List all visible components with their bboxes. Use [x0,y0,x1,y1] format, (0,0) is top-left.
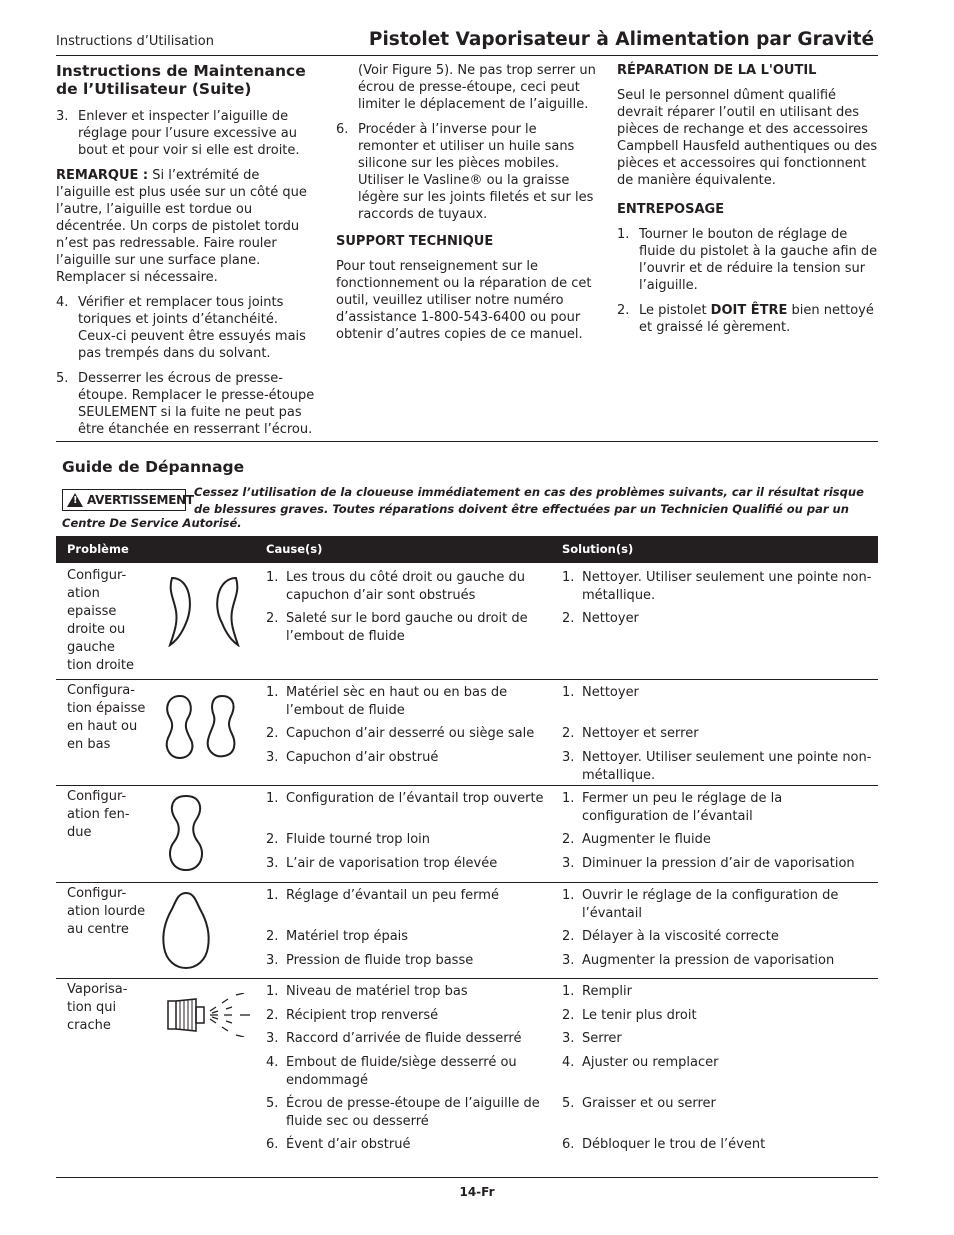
warning-label: AVERTISSEMENT [87,493,194,507]
cause-item [266,1136,410,1154]
split-pattern-icon [156,794,216,874]
solution-item [562,725,699,743]
problem-line: en bas [67,737,111,752]
problem-line: due [67,825,92,840]
problem-line: ation [67,586,100,601]
item-number: 3. [266,953,279,968]
warning-text-end: Centre De Service Autorisé. [62,516,242,530]
solution-item [562,952,834,970]
spray-nozzle-icon [166,993,256,1037]
item-number: 1. [266,888,279,903]
solution-item [562,855,855,873]
step-text: Enlever et inspecter l’aiguille de réglage pour l’usure excessive au bout et pour voir si elle est droite. [78,109,300,158]
item-number: 2. [562,929,575,944]
maintenance-steps-a [56,108,318,159]
cause-item [266,855,497,873]
problem-line: tion droite [67,658,135,673]
item-number: 2. [562,611,575,626]
solution-item [562,887,872,923]
storage-step-2 [617,302,879,336]
item-number: 3. [266,856,279,871]
problem-line: Configur- [67,886,127,901]
problem-line: epaisse [67,604,117,619]
step-4 [56,294,318,362]
item-text: Ouvrir le réglage de la configuration de l’évantail [582,888,839,921]
item-number: 5. [266,1096,279,1111]
step-3 [56,108,318,159]
item-number: 2. [562,726,575,741]
repair-title: RÉPARATION DE LA L'OUTIL [617,63,817,78]
section-rule [56,441,878,442]
problem-label [67,682,147,754]
solution-item [562,569,872,605]
step-text-c: bien nettoyé et graissé lé gèrement. [639,303,874,335]
problem-label [67,885,147,939]
solution-item [562,1136,765,1154]
step-text: Tourner le bouton de réglage de fluide du pistolet à la gauche afin de l’ouvrir et de réduire la tension sur l’aiguille. [639,227,878,293]
item-number: 6. [266,1137,279,1152]
table-row [56,563,878,680]
solution-item [562,1095,716,1113]
item-text: Évent d’air obstrué [286,1137,411,1152]
step-number: 6. [336,122,349,137]
cause-item [266,831,430,849]
cause-item [266,1054,546,1090]
item-number: 4. [562,1055,575,1070]
item-number: 2. [266,611,279,626]
problem-line: tion qui [67,1000,117,1015]
item-text: Capuchon d’air desserré ou siège sale [286,726,535,741]
problem-label [67,981,147,1035]
maintenance-title: Instructions de Maintenance de l’Utilisateur (Suite) [56,62,306,98]
problem-line: gauche [67,640,115,655]
document-title: Pistolet Vaporisateur à Alimentation par Gravité [368,29,874,50]
item-text: Ajuster ou remplacer [582,1055,719,1070]
item-number: 1. [562,570,575,585]
item-text: Écrou de presse-étoupe de l’aiguille de fluide sec ou desserré [286,1096,540,1129]
item-text: Délayer à la viscosité correcte [582,929,779,944]
solution-item [562,610,639,628]
item-number: 3. [266,750,279,765]
step-text: Procéder à l’inverse pour le remonter et utiliser un huile sans silicone sur les pièces mobiles. Utiliser le Vasline® ou la graisse légère sur les joints filetés et sur les raccords de tuyaux. [358,122,594,222]
heavy-top-bottom-pattern-icon [156,694,246,760]
step-number: 5. [56,371,69,386]
item-text: Nettoyer [582,611,639,626]
item-text: Débloquer le trou de l’évent [582,1137,766,1152]
item-text: Embout de fluide/siège desserré ou endommagé [286,1055,517,1088]
solution-item [562,1007,697,1025]
header-rule [56,55,878,56]
remarque-note [56,167,318,286]
problem-line: ation lourde [67,904,146,919]
item-number: 1. [562,984,575,999]
item-number: 1. [266,984,279,999]
support-text: Pour tout renseignement sur le fonctionnement ou la réparation de cet outil, veuillez utiliser notre numéro d’assistance 1-800-543-6400 ou pour obtenir d’autres copies de ce manuel. [336,259,592,342]
problem-label [67,567,147,675]
item-text: Augmenter la pression de vaporisation [582,953,835,968]
problem-line: crache [67,1018,111,1033]
item-text: Niveau de matériel trop bas [286,984,468,999]
item-text: Saleté sur le bord gauche ou droit de l’embout de fluide [286,611,528,644]
item-text: Nettoyer et serrer [582,726,699,741]
cause-item [266,1030,521,1048]
item-text: Capuchon d’air obstrué [286,750,439,765]
item-text: Fluide tourné trop loin [286,832,431,847]
storage-title: ENTREPOSAGE [617,202,725,217]
heavy-center-pattern-icon [156,891,216,971]
cause-item [266,928,408,946]
solution-item [562,831,711,849]
cause-item [266,749,438,767]
warning-badge [62,489,194,511]
item-number: 3. [562,953,575,968]
guide-title: Guide de Dépannage [62,458,245,476]
cause-item [266,684,546,720]
solution-item [562,928,779,946]
item-text: Récipient trop renversé [286,1008,439,1023]
step-number: 2. [617,303,630,318]
support-title: SUPPORT TECHNIQUE [336,234,494,249]
item-text: Les trous du côté droit ou gauche du capuchon d’air sont obstrués [286,570,526,603]
solution-item [562,983,632,1001]
solution-item [562,749,872,785]
solution-item [562,1030,622,1048]
item-number: 2. [266,1008,279,1023]
item-number: 2. [266,726,279,741]
item-text: Raccord d’arrivée de fluide desserré [286,1031,522,1046]
support-column [336,62,600,351]
item-number: 4. [266,1055,279,1070]
step-5 [56,370,318,438]
item-number: 1. [562,685,575,700]
item-text: Diminuer la pression d’air de vaporisation [582,856,855,871]
item-text: Nettoyer. Utiliser seulement une pointe non-métallique. [582,570,872,603]
item-text: L’air de vaporisation trop élevée [286,856,498,871]
item-number: 3. [562,1031,575,1046]
step-6 [336,121,600,223]
column-header-solution: Solution(s) [562,542,634,556]
problem-label [67,788,147,842]
column-header-cause: Cause(s) [266,542,323,556]
item-text: Le tenir plus droit [582,1008,697,1023]
cause-item [266,569,546,605]
problem-line: en haut ou [67,719,138,734]
step-text-a: Le pistolet [639,303,711,318]
remarque-text: Si l’extrémité de l’aiguille est plus usée sur un côté que l’autre, l’aiguille est tordue ou décentrée. Un corps de pistolet tordu n’est pas redressable. Faire rouler l’aiguille sur une surface plane. Remplacer si nécessaire. [56,168,307,285]
problem-line: tion épaisse [67,701,146,716]
item-number: 2. [562,1008,575,1023]
item-text: Graisser et ou serrer [582,1096,716,1111]
item-number: 2. [266,929,279,944]
item-number: 1. [266,570,279,585]
cause-item [266,725,534,743]
table-row [56,680,878,786]
item-number: 3. [266,1031,279,1046]
item-number: 3. [562,750,575,765]
problem-line: ation fen- [67,807,130,822]
item-number: 2. [266,832,279,847]
heavy-side-pattern-icon [156,575,252,647]
item-number: 3. [562,856,575,871]
problem-line: Configur- [67,568,127,583]
cause-item [266,887,499,905]
cause-item [266,983,468,1001]
cause-item [266,952,473,970]
item-number: 1. [562,888,575,903]
item-text: Nettoyer. Utiliser seulement une pointe non-métallique. [582,750,872,783]
step-text: Vérifier et remplacer tous joints toriques et joints d’étanchéité. Ceux-ci peuvent être essuyés mais pas trempés dans du solvant. [78,295,306,361]
item-number: 5. [562,1096,575,1111]
item-text: Matériel sèc en haut ou en bas de l’embout de fluide [286,685,508,718]
item-text: Configuration de l’évantail trop ouverte [286,791,544,806]
step-text: Desserrer les écrous de presse-étoupe. Remplacer le presse-étoupe SEULEMENT si la fuite ne peut pas être étanchée en resserrant l’écrou. [78,371,315,437]
problem-line: droite ou [67,622,126,637]
header-section-label: Instructions d’Utilisation [56,34,214,49]
cause-item [266,1095,546,1131]
step-number: 3. [56,109,69,124]
problem-line: au centre [67,922,129,937]
step-number: 1. [617,227,630,242]
maintenance-column [56,62,318,446]
item-text: Réglage d’évantail un peu fermé [286,888,499,903]
table-row [56,786,878,883]
warning-triangle-icon: ! [67,493,83,507]
step-5-continued: (Voir Figure 5). Ne pas trop serrer un écrou de presse-étoupe, ceci peut limiter le déplacement de l’aiguille. [358,63,596,112]
remarque-label: REMARQUE : [56,168,149,183]
warning-text-main: Cessez l’utilisation de la cloueuse immédiatement en cas des problèmes suivants, car il résultat risque de blessures graves. Toutes réparations doivent être effectuées par un Technicien Qualifié ou par un [194,485,864,516]
problem-line: Configur- [67,789,127,804]
solution-item [562,684,639,702]
storage-steps [617,226,879,336]
repair-column [617,62,879,344]
item-number: 1. [266,685,279,700]
table-header [56,536,878,563]
problem-line: Vaporisa- [67,982,128,997]
solution-item [562,1054,718,1072]
item-text: Serrer [582,1031,622,1046]
item-text: Remplir [582,984,632,999]
problem-line: Configura- [67,683,135,698]
solution-item [562,790,872,826]
table-row [56,979,878,1178]
item-number: 1. [562,791,575,806]
item-number: 1. [266,791,279,806]
step-number: 4. [56,295,69,310]
repair-text: Seul le personnel dûment qualifié devrait réparer l’outil en utilisant des pièces de rechange et des accessoires Campbell Hausfeld authentiques ou des pièces et accessoires qui fonctionnent de manière équivalente. [617,88,878,188]
cause-item [266,610,546,646]
cause-item [266,1007,438,1025]
step-text-emphasis: DOIT ÊTRE [710,303,788,318]
storage-step-1 [617,226,879,294]
item-number: 6. [562,1137,575,1152]
table-row [56,883,878,979]
maintenance-steps-c [336,121,600,223]
item-text: Nettoyer [582,685,639,700]
maintenance-steps-b [56,294,318,438]
column-header-problem: Problème [67,542,129,556]
item-text: Matériel trop épais [286,929,409,944]
page-number: 14-Fr [459,1185,495,1199]
item-text: Augmenter le fluide [582,832,711,847]
cause-item [266,790,544,808]
item-number: 2. [562,832,575,847]
item-text: Fermer un peu le réglage de la configuration de l’évantail [582,791,783,824]
warning-text [194,484,874,517]
item-text: Pression de fluide trop basse [286,953,474,968]
